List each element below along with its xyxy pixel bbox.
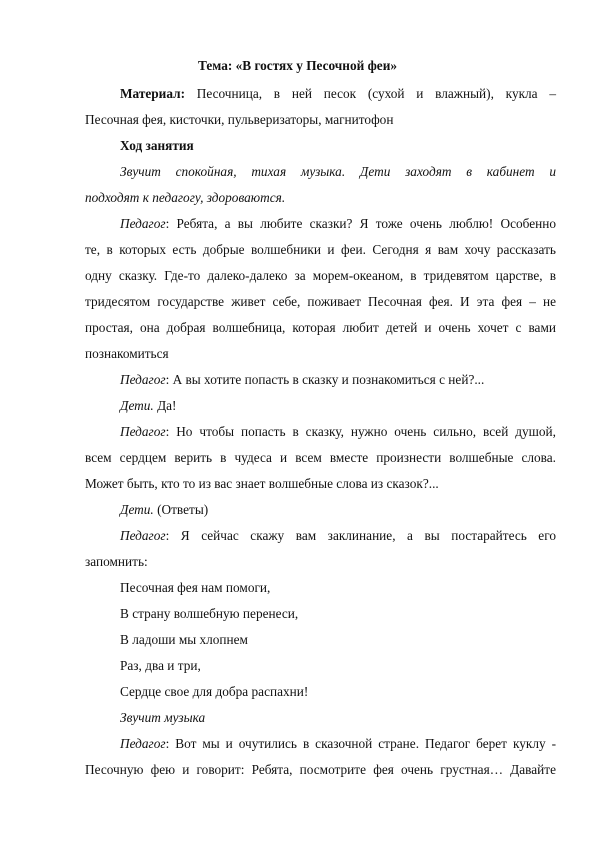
speaker-label: Дети. (120, 398, 154, 413)
speaker-label: Педагог (120, 216, 166, 231)
p4-line-1 (120, 424, 556, 440)
speaker-label: Педагог (120, 736, 166, 751)
speaker-label: Педагог (120, 424, 166, 439)
intro-line-1: Звучит спокойная, тихая музыка. Дети заходят в кабинет и (120, 164, 556, 179)
speaker-label: Педагог (120, 372, 166, 387)
verse-line-2: В страну волшебную перенеси, (120, 606, 299, 621)
p7-text-1: : Вот мы и очутились в сказочной стране. Педагог берет куклу - (165, 736, 556, 751)
p4-line-3: Может быть, кто то из вас знает волшебные слова из сказок?... (85, 476, 439, 491)
material-line-1 (120, 86, 556, 102)
p1-line-2: те, в которых есть добрые волшебники и феи. Сегодня я вам хочу рассказать (85, 242, 556, 257)
p4-text-1: : Но чтобы попасть в сказку, нужно очень сильно, всей душой, (165, 424, 556, 439)
music-note: Звучит музыка (120, 710, 206, 725)
speaker-label: Педагог (120, 528, 166, 543)
intro-line-2: подходят к педагогу, здороваются. (85, 190, 286, 205)
verse-line-3: В ладоши мы хлопнем (120, 632, 248, 647)
p3-line-1 (120, 398, 556, 414)
p1-line-3: одну сказку. Где-то далеко-далеко за морем-океаном, в тридевятом царстве, в (85, 268, 556, 283)
material-text-1: Песочница, в ней песок (сухой и влажный), кукла – (185, 86, 556, 101)
p2-line-1 (120, 372, 556, 388)
p1-line-1 (120, 216, 556, 232)
verse-line-4: Раз, два и три, (120, 658, 201, 673)
p6-text-1: : Я сейчас скажу вам заклинание, а вы постарайтесь его (165, 528, 556, 543)
p5-text-1: (Ответы) (153, 502, 209, 517)
p6-line-2: запомнить: (85, 554, 148, 569)
p7-line-1 (120, 736, 556, 752)
p1-line-5: простая, она добрая волшебница, которая любит детей и очень хочет с вами (85, 320, 556, 335)
p7-line-2: Песочную фею и говорит: Ребята, посмотрите фея очень грустная… Давайте (85, 762, 556, 777)
p2-text-1: : А вы хотите попасть в сказку и познакомиться с ней?... (165, 372, 485, 387)
p6-line-1 (120, 528, 556, 544)
p1-line-6: познакомиться (85, 346, 169, 361)
p4-line-2: всем сердцем верить в чудеса и всем вместе произнести волшебные слова. (85, 450, 556, 465)
p5-line-1 (120, 502, 556, 518)
verse-line-5: Сердце свое для добра распахни! (120, 684, 309, 699)
material-label: Материал: (120, 86, 185, 101)
document-title: Тема: «В гостях у Песочной феи» (197, 58, 398, 73)
material-line-2: Песочная фея, кисточки, пульверизаторы, магнитофон (85, 112, 394, 127)
p3-text-1: Да! (153, 398, 177, 413)
section-heading: Ход занятия (120, 138, 194, 153)
p1-line-4: тридесятом государстве живет себе, поживает Песочная фея. И эта фея – не (85, 294, 556, 309)
speaker-label: Дети. (120, 502, 154, 517)
p1-text-1: : Ребята, а вы любите сказки? Я тоже очень люблю! Особенно (165, 216, 556, 231)
verse-line-1: Песочная фея нам помоги, (120, 580, 271, 595)
